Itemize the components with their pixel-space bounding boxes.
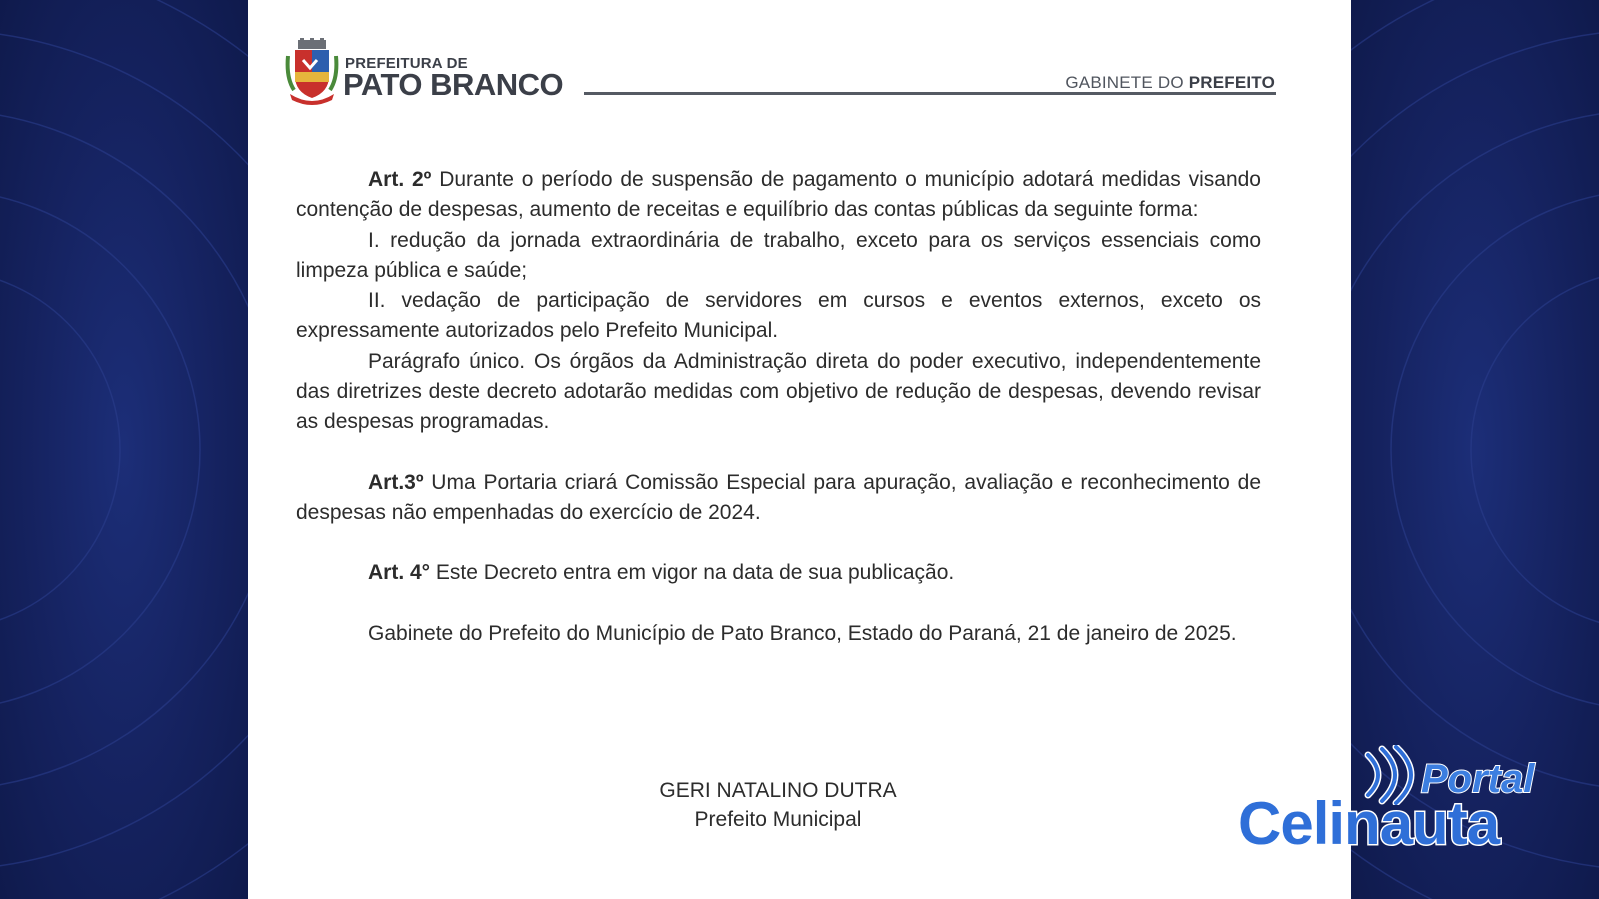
letterhead-prefix: PREFEITURA DE — [345, 55, 468, 72]
office-regular: GABINETE DO — [1065, 73, 1184, 92]
article-4-label: Art. 4° — [368, 561, 431, 585]
article-3 — [296, 468, 1261, 529]
logo-portal-text: Portal — [1421, 757, 1535, 801]
city-crest-icon — [284, 38, 340, 106]
article-3-label: Art.3º — [368, 470, 424, 494]
office-bold: PREFEITO — [1188, 73, 1275, 92]
article-2-text: Durante o período de suspensão de pagamento o município adotará medidas visando contenção de despesas, aumento de receitas e equilíbrio das contas públicas da seguinte forma: — [296, 168, 1261, 222]
article-2-item-2: II. vedação de participação de servidores em cursos e eventos externos, exceto os expressamente autorizados pelo Prefeito Municipal. — [296, 289, 1261, 343]
background-arcs-left — [0, 0, 248, 899]
letterhead-office — [1065, 73, 1275, 93]
signer-title: Prefeito Municipal — [694, 808, 862, 831]
portal-celinauta-logo — [1238, 745, 1535, 865]
article-2-item-1: I. redução da jornada extraordinária de trabalho, exceto para os serviços essenciais como limpeza pública e saúde; — [296, 228, 1261, 282]
article-3-text: Uma Portaria criará Comissão Especial para apuração, avaliação e reconhecimento de despesas não empenhadas do exercício de 2024. — [296, 470, 1261, 524]
article-4-text: Este Decreto entra em vigor na data de sua publicação. — [430, 561, 955, 585]
letterhead — [248, 0, 1351, 110]
signer-name: GERI NATALINO DUTRA — [659, 779, 897, 802]
article-4 — [296, 558, 1261, 588]
article-2-sole-paragraph: Parágrafo único. Os órgãos da Administração direta do poder executivo, independentemente das diretrizes deste decreto adotarão medidas com objetivo de redução de despesas, devendo revisar as despesas programadas. — [296, 349, 1261, 434]
background-left-panel — [0, 0, 248, 899]
article-2 — [296, 165, 1261, 226]
decree-body — [296, 165, 1261, 649]
article-2-label: Art. 2º — [368, 168, 432, 191]
logo-brand-text: Celinauta — [1238, 790, 1500, 857]
letterhead-city: PATO BRANCO — [343, 67, 564, 102]
closing-statement: Gabinete do Prefeito do Município de Pato Branco, Estado do Paraná, 21 de janeiro de 2025. — [368, 621, 1237, 645]
decree-document-page — [248, 0, 1351, 899]
signature-block — [248, 776, 1308, 834]
